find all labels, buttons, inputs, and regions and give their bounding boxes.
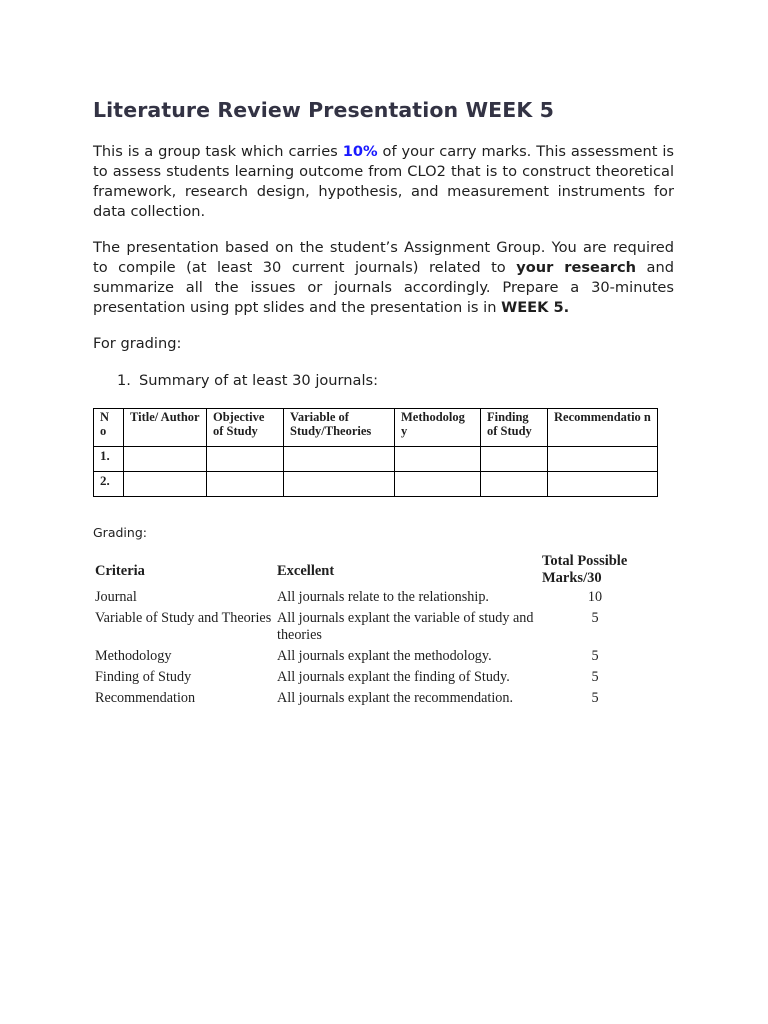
list-text: Summary of at least 30 journals:	[139, 372, 379, 389]
header-finding: Finding of Study	[481, 409, 548, 447]
row-number: 1.	[94, 447, 124, 472]
table-cell	[395, 447, 481, 472]
excellent-cell: All journals explant the methodology.	[277, 648, 492, 664]
table-cell	[481, 447, 548, 472]
marks-cell: 10	[587, 589, 603, 605]
marks-cell: 5	[591, 669, 599, 685]
criteria-cell: Journal	[95, 589, 137, 605]
header-total-marks: Total Possible Marks/30	[542, 553, 628, 586]
header-criteria: Criteria	[95, 562, 145, 579]
table-row	[93, 610, 650, 648]
table-cell	[548, 472, 658, 497]
table-row	[93, 589, 650, 610]
table-cell	[284, 472, 395, 497]
table-row	[94, 472, 658, 497]
header-no: N o	[94, 409, 124, 447]
criteria-cell: Recommendation	[95, 690, 196, 706]
table-cell	[207, 447, 284, 472]
table-row	[94, 447, 658, 472]
table-row	[93, 669, 650, 690]
for-grading-label: For grading:	[93, 335, 182, 352]
list-item	[117, 372, 378, 389]
marks-cell: 5	[591, 610, 599, 626]
excellent-cell: All journals explant the recommendation.	[277, 690, 513, 706]
table-cell	[124, 472, 207, 497]
grading-table-header	[93, 553, 650, 589]
list-number: 1.	[117, 372, 131, 389]
grading-label: Grading:	[93, 525, 147, 540]
header-objective: Objective of Study	[207, 409, 284, 447]
header-methodology: Methodolog y	[395, 409, 481, 447]
week5-bold: WEEK 5.	[501, 299, 570, 316]
row-number: 2.	[94, 472, 124, 497]
table-cell	[395, 472, 481, 497]
instructions-text-2: and summarize all the issues or journals accordingly. Prepare a 30-minutes presentation using ppt slides and the presentation is in	[93, 259, 674, 316]
table-row	[93, 690, 650, 711]
instructions-paragraph	[93, 238, 674, 318]
intro-paragraph	[93, 142, 674, 222]
criteria-cell: Methodology	[95, 648, 172, 664]
intro-text-end: of your carry marks. This assessment is to assess students learning outcome from CLO2 that is to construct theoretical framework, research design, hypothesis, and measurement instruments for data collection.	[93, 143, 674, 220]
percentage-highlight: 10%	[342, 143, 378, 160]
table-row	[93, 648, 650, 669]
excellent-cell: All journals relate to the relationship.	[277, 589, 489, 605]
header-recommendation: Recommendatio n	[548, 409, 658, 447]
instructions-text-1: The presentation based on the student’s Assignment Group. You are required to compile (at least 30 current journals) related to	[93, 239, 674, 276]
summary-table-header	[94, 409, 658, 447]
excellent-cell: All journals explant the variable of study and theories	[277, 610, 534, 643]
marks-cell: 5	[591, 648, 599, 664]
header-variable: Variable of Study/Theories	[284, 409, 395, 447]
your-research-bold: your research	[516, 259, 637, 276]
header-title-author: Title/ Author	[124, 409, 207, 447]
grading-table	[93, 553, 650, 711]
table-cell	[207, 472, 284, 497]
summary-table	[93, 408, 658, 497]
table-cell	[548, 447, 658, 472]
table-cell	[284, 447, 395, 472]
criteria-cell: Variable of Study and Theories	[95, 610, 272, 626]
page-title: Literature Review Presentation WEEK 5	[93, 98, 554, 122]
marks-cell: 5	[591, 690, 599, 706]
table-cell	[124, 447, 207, 472]
header-excellent: Excellent	[277, 562, 335, 579]
criteria-cell: Finding of Study	[95, 669, 192, 685]
intro-text-start: This is a group task which carries	[93, 143, 343, 160]
table-cell	[481, 472, 548, 497]
excellent-cell: All journals explant the finding of Study.	[277, 669, 510, 685]
